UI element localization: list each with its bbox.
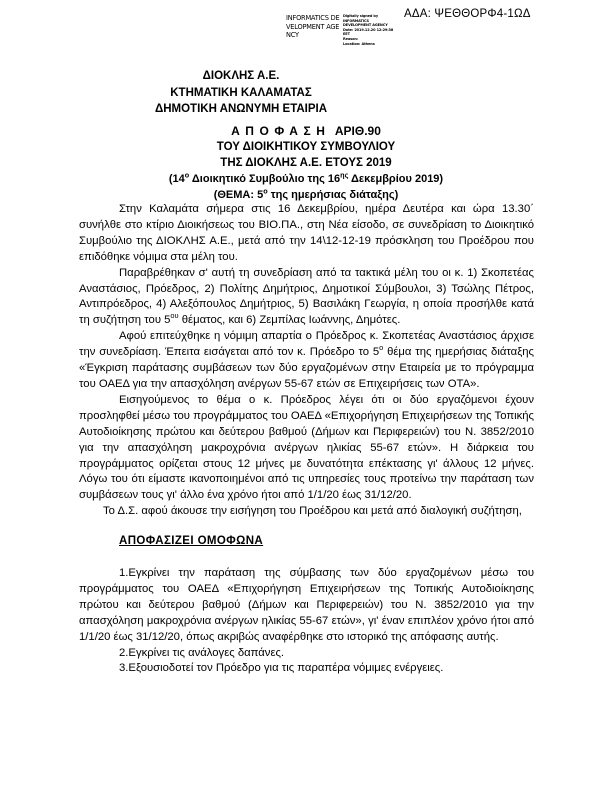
- company-header: [76, 68, 406, 118]
- signature-detail-line: INFORMATICS: [343, 18, 369, 23]
- paragraph-attendees: [79, 266, 534, 330]
- paragraph-meeting-details: Στην Καλαμάτα σήμερα στις 16 Δεκεμβρίου, ημέρα Δευτέρα και ώρα 13.30΄ συνήλθε στο κτίριο Διοικήσεως του ΒΙΟ.ΠΑ., στη Νέα είσοδο, σε συνεδρίαση το Διοικητικό Συμβούλιο της ΔΙΟΚΛΗΣ Α.Ε., μετά από την 14\12-12-19 πρόσκληση του Προέδρου που επιδόθηκε νόμιμα στα μέλη του.: [79, 203, 534, 263]
- signature-detail-line: Digitally signed by: [343, 14, 379, 18]
- signature-agency-name: INFORMATICS DEVELOPMENT AGENCY: [286, 14, 340, 40]
- quorum-text: Αφού επιτεύχθηκε η νόμιμη απαρτία ο Πρόεδρος κ. Σκοπετέας Αναστάσιος άρχισε την συνεδρίαση. Έπειτα εισάγεται από τον κ. Πρόεδρο το 5: [79, 330, 534, 359]
- session-middle: Διοικητικό Συμβούλιο της 16: [189, 173, 341, 185]
- decision-item-1: 1.Εγκρίνει την παράταση της σύμβασης των δύο εργαζομένων μέσω του προγράμματος του ΟΑΕΔ «Επιχορήγηση Επιχειρήσεων της Τοπικής Αυτοδιοίκησης πρώτου και δεύτερου βαθμού (Δήμων και Περιφερειών) του Ν. 3852/2010 για την απασχόληση μακροχρόνια ανέργων ηλικίας 55-67 ετών», γι' έναν επιπλέον χρόνο ήτοι από 1/1/20 έως 31/12/20, όπως ακριβώς αναφέρθηκε στο ιστορικό της απόφασης αυτής.: [79, 567, 534, 643]
- agenda-item-ordinal-sup: ο: [379, 343, 384, 353]
- session-date-sup: ης: [340, 170, 349, 180]
- decision-title-text: Α Π Ο Φ Α Σ Η: [231, 124, 326, 138]
- session-ordinal-sup: ο: [184, 170, 190, 180]
- signature-details: [343, 14, 395, 46]
- decision-agenda-item: [76, 187, 536, 203]
- document-body: [79, 202, 534, 677]
- attendees-text: Παραβρέθηκαν σ' αυτή τη συνεδρίαση από τα τακτικά μέλη του οι κ. 1) Σκοπετέας Αναστάσιος, Πρόεδρος, 2) Πολίτης Δημήτριος, Δημοτικοί Σύμβουλοι, 3) Τσώλης Πέτρος, Αντιπρόεδρος, 4) Αλεξόπουλος Δημήτριος, 5) Βασιλάκη Γεωργία, η οποία προσήλθε κατά τη συζήτηση του 5: [79, 266, 534, 327]
- paragraph-board-discussion: Το Δ.Σ. αφού άκουσε την εισήγηση του Προέδρου και μετά από διαλογική συζήτηση,: [103, 505, 522, 518]
- decision-session-info: [76, 171, 536, 187]
- decision-body-name: ΤΟΥ ΔΙΟΙΚΗΤΙΚΟΥ ΣΥΜΒΟΥΛΙΟΥ: [216, 141, 396, 153]
- ada-reference-code: ΑΔΑ: ΨΕΘΘΟΡΦ4-1ΩΔ: [404, 8, 531, 20]
- decision-title: [76, 123, 536, 139]
- company-name: ΔΙΟΚΛΗΣ Α.Ε.: [202, 70, 280, 82]
- signature-detail-line: EET: [343, 32, 350, 37]
- session-prefix: (14: [168, 173, 185, 185]
- decision-item-3: 3.Εξουσιοδοτεί τον Πρόεδρο για τις παραπέρα νόμιμες ενέργειες.: [119, 662, 444, 675]
- attendees-ordinal-sup: ου: [170, 311, 179, 321]
- digital-signature-stamp: [286, 14, 396, 46]
- decides-unanimously-heading: [79, 520, 534, 566]
- signature-detail-line: DEVELOPMENT AGENCY: [343, 23, 388, 28]
- session-suffix: Δεκεμβρίου 2019): [348, 173, 444, 185]
- signature-detail-line: Reason:: [343, 36, 359, 41]
- decision-number: ΑΡΙΘ.90: [334, 124, 381, 138]
- decision-item-2: 2.Εγκρίνει τις ανάλογες δαπάνες.: [119, 646, 285, 659]
- paragraph-quorum-agenda: [79, 329, 534, 393]
- attendees-text-cont: θέματος, και 6) Ζεμπίλας Ιωάννης, Δημότες.: [178, 314, 401, 327]
- decides-unanimously-label: ΑΠΟΦΑΣΙΖΕΙ ΟΜΟΦΩΝΑ: [119, 535, 264, 548]
- signature-detail-line: Location: Athens: [343, 41, 375, 46]
- agenda-prefix: (ΘΕΜΑ: 5: [213, 189, 264, 201]
- company-subtitle-2: ΔΗΜΟΤΙΚΗ ΑΝΩΝΥΜΗ ΕΤΑΙΡΙΑ: [154, 103, 328, 115]
- agenda-suffix: της ημερήσιας διάταξης): [267, 189, 399, 201]
- agenda-ordinal-sup: ο: [263, 186, 268, 196]
- company-subtitle-1: ΚΤΗΜΑΤΙΚΗ ΚΑΛΑΜΑΤΑΣ: [170, 86, 312, 99]
- decision-company-year: ΤΗΣ ΔΙΟΚΛΗΣ Α.Ε. ΕΤΟΥΣ 2019: [220, 157, 392, 169]
- decision-title-block: [76, 123, 536, 203]
- agenda-topic-text: θέμα της ημερήσιας διάταξης «Έγκριση παράτασης συμβάσεων των δύο εργαζομένων στην Εταιρεία με το πρόγραμμα του ΟΑΕΔ για την απασχόληση ανέργων 55-67 ετών σε Επιχειρήσεις των ΟΤΑ».: [79, 346, 534, 390]
- paragraph-presentation: Εισηγούμενος το θέμα ο κ. Πρόεδρος λέγει ότι οι δύο εργαζόμενοι έχουν προσληφθεί μέσω του προγράμματος του ΟΑΕΔ «Επιχορήγηση Επιχειρήσεων της Τοπικής Αυτοδιοίκησης πρώτου και δεύτερου βαθμού (Δήμων και Περιφερειών) του Ν. 3852/2010 για την απασχόληση μακροχρόνια ανέργων ηλικίας 55-67 ετών». Η διάρκεια του προγράμματος ορίζεται στους 12 μήνες με δυνατότητα επέκτασης γι' άλλους 12 μήνες. Λόγω του ότι είμαστε ικανοποιημένοι από τις υπηρεσίες τους προτείνω την παράταση των συμβάσεων τους γι' άλλο ένα χρόνο ήτοι από 1/1/20 έως 31/12/20.: [79, 393, 534, 502]
- signature-detail-line: Date: 2019.12.20 12:29:38: [343, 27, 394, 32]
